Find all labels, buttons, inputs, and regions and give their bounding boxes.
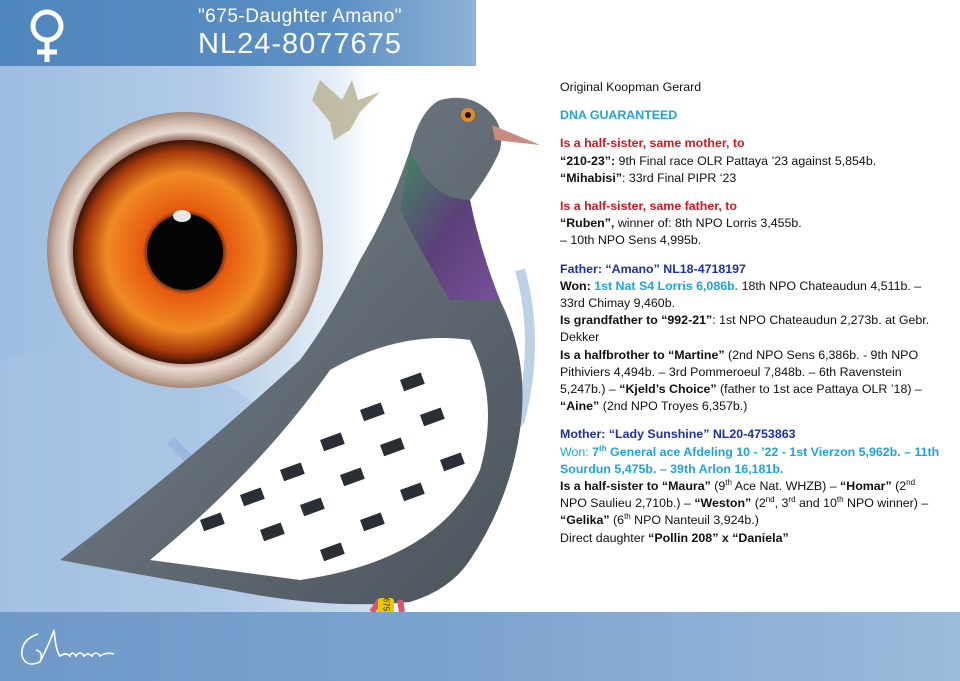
suffix: th	[725, 477, 732, 487]
text: (2	[891, 479, 907, 494]
direct-daughter-label: Direct daughter	[560, 530, 649, 545]
header-band	[0, 0, 476, 66]
pigeon-nickname: "675-Daughter Amano"	[197, 6, 403, 27]
won-results: 18th NPO Chateaudun 4,511b. – 33rd Chimay 9,460b.	[560, 278, 922, 311]
halfbrother-text: (father to 1st ace Pattaya OLR ’18) –	[716, 382, 922, 397]
text: NPO Saulieu 2,710b.) –	[560, 496, 695, 511]
won-results: General ace Afdeling 10 - ’22 - 1st Vierzon 5,962b. – 11th Sourdun 5,475b. – 39th Arlon 16,181b.	[560, 444, 940, 476]
sibling-result: : 33rd Final PIPR ‘23	[621, 170, 737, 185]
text: (2	[751, 496, 766, 511]
grandfather-label: Is grandfather to “992-21”	[560, 313, 713, 328]
suffix: nd	[906, 477, 916, 487]
kjeld-name: “Kjeld’s Choice”	[619, 382, 717, 397]
ring-number-title: NL24-8077675	[198, 28, 402, 60]
suffix: rd	[788, 495, 796, 505]
ring-band-label: 675	[381, 597, 391, 612]
rank-suffix: th	[599, 443, 607, 453]
female-symbol-icon	[24, 6, 70, 66]
pollin-name: “Pollin 208”	[648, 530, 719, 545]
half-sister-mother-section	[560, 135, 945, 187]
dna-guarantee: DNA GUARANTEED	[560, 108, 678, 123]
text: Ace Nat. WHZB) –	[731, 479, 841, 494]
homar-name: “Homar”	[840, 479, 892, 494]
koopman-signature-logo	[10, 622, 130, 674]
suffix: nd	[765, 495, 775, 505]
sibling-result: winner of: 8th NPO Lorris 3,455b.	[614, 216, 802, 231]
won-label: Won:	[560, 444, 593, 459]
footer-band	[0, 612, 960, 681]
text: (9	[710, 479, 726, 494]
section-heading: Is a half-sister, same mother, to	[560, 136, 745, 151]
origin-line: Original Koopman Gerard	[560, 80, 702, 94]
aine-name: “Aine”	[560, 399, 600, 414]
father-section	[560, 261, 945, 416]
rank-number: 7	[592, 444, 600, 459]
sibling-result: 9th Final race OLR Pattaya ’23 against 5,854b.	[615, 153, 877, 168]
text: NPO winner) –	[843, 496, 929, 511]
suffix: th	[624, 512, 631, 522]
mother-section	[560, 426, 945, 546]
daniela-name: “Daniela”	[732, 530, 789, 545]
text: , 3	[774, 496, 789, 511]
gelika-name: “Gelika”	[560, 513, 610, 528]
cross-symbol: x	[718, 530, 733, 545]
sibling-result: – 10th NPO Sens 4,995b.	[560, 233, 702, 248]
weston-name: “Weston”	[694, 496, 752, 511]
grandfather-text: : 1st NPO Chateaudun 2,273b. at Gebr. Dekker	[560, 313, 930, 345]
won-label: Won:	[560, 278, 595, 293]
mother-heading: Mother: “Lady Sunshine” NL20-4753863	[560, 427, 796, 442]
sibling-name: “Mihabisi”	[560, 170, 622, 185]
section-heading: Is a half-sister, same father, to	[560, 199, 737, 214]
pedigree-text	[560, 79, 945, 558]
halfbrother-label: Is a halfbrother to “Martine”	[560, 347, 725, 362]
halfbrother-text: (2nd NPO Sens 6,386b. - 9th NPO Pithiviers 4,494b. – 3rd Pommeroeul 7,848b. – 6th Ravenstein 5,247b.) –	[560, 347, 919, 397]
father-heading: Father: “Amano” NL18-4718197	[560, 261, 746, 276]
sibling-name: “210-23”:	[560, 153, 616, 168]
text: NPO Nanteuil 3,924b.)	[630, 513, 759, 528]
sibling-name: “Ruben”,	[560, 216, 615, 231]
half-sister-father-section	[560, 198, 945, 250]
text: and 10	[795, 496, 837, 511]
text: (6	[609, 513, 625, 528]
suffix: th	[836, 495, 844, 505]
won-highlight: 1st Nat S4 Lorris 6,086b.	[594, 278, 739, 293]
won-highlight	[560, 445, 939, 476]
halfbrother-text: (2nd NPO Troyes 6,357b.)	[599, 399, 748, 414]
half-sister-label: Is a half-sister to “Maura”	[560, 479, 711, 494]
